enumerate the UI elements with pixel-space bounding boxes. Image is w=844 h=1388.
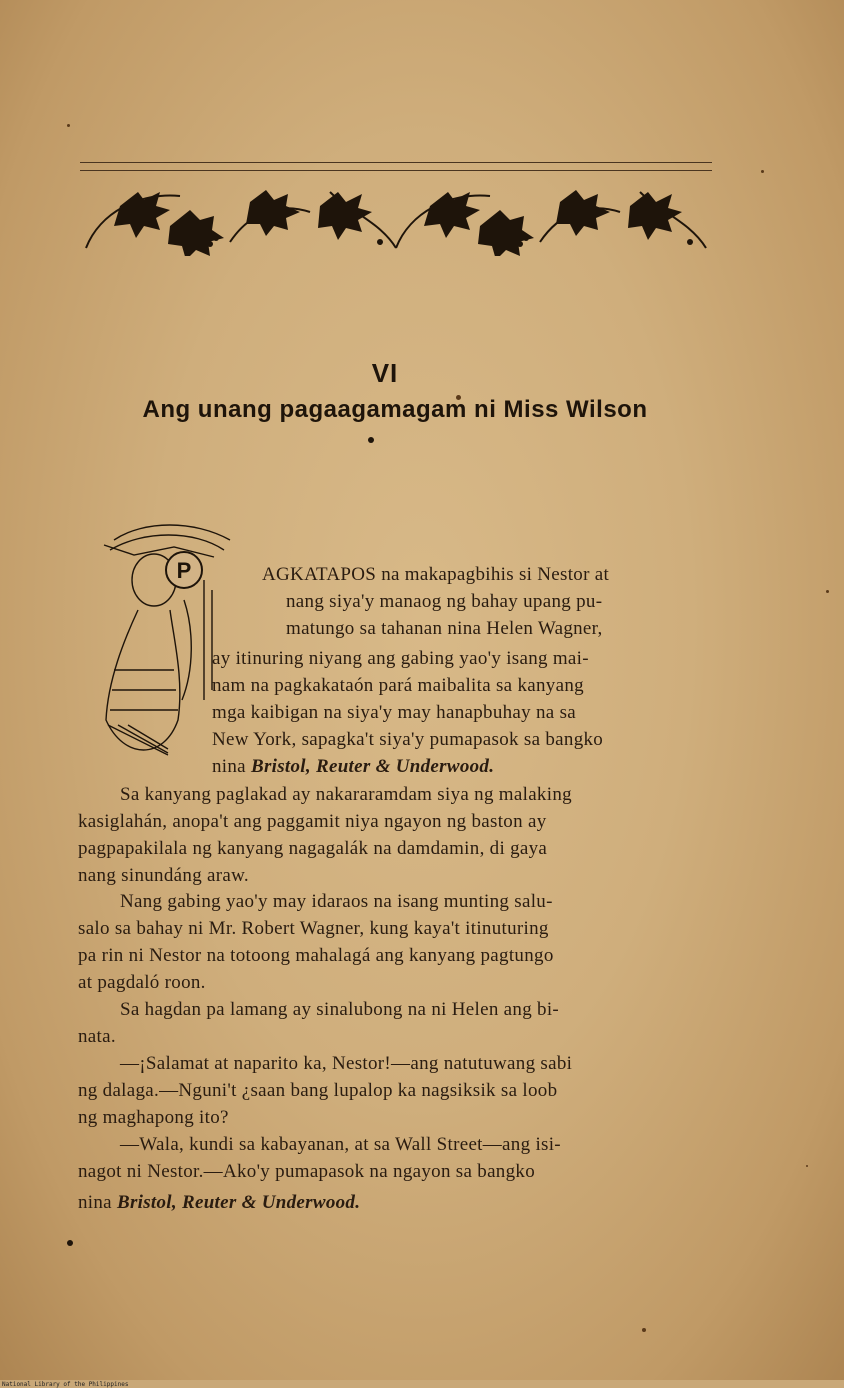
text-line: pagpapakilala ng kanyang nagagalák na damdamin, di gaya [78,838,548,859]
text-line: AGKATAPOS na makapagbihis si Nestor at [262,564,610,585]
chapter-title: Ang unang pagaagamagam ni Miss Wilson [142,396,648,423]
text-line: —Wala, kundi sa kabayanan, at sa Wall Street—ang isi- [120,1134,561,1155]
page-spot [826,590,829,593]
text-line: nagot ni Nestor.—Ako'y pumapasok na ngayon sa bangko [78,1161,536,1182]
text-line [78,1192,360,1214]
text-line: matungo sa tahanan nina Helen Wagner, [286,618,603,639]
page-bullet [67,1240,73,1246]
page-spot [761,170,764,173]
text-line: Sa hagdan pa lamang ay sinalubong na ni Helen ang bi- [120,999,560,1020]
text-line: nang sinundáng araw. [78,865,249,886]
bank-name: Bristol, Reuter & Underwood. [116,1192,361,1213]
text-line-start: nina [78,1192,112,1213]
page-spot [806,1165,808,1167]
text-line: nata. [78,1026,116,1047]
text-line: ng maghapong ito? [78,1107,229,1128]
top-rule [80,162,712,163]
chapter-number: VI [371,358,399,388]
top-rule [80,170,712,171]
text-line: mga kaibigan na siya'y may hanapbuhay na sa [212,702,577,723]
page-spot [642,1328,646,1332]
text-line: kasiglahán, anopa't ang paggamit niya ngayon ng baston ay [78,811,547,832]
bank-name: Bristol, Reuter & Underwood. [250,756,495,777]
text-line: ay itinuring niyang ang gabing yao'y isang mai- [212,648,589,669]
page-spot [67,124,70,127]
text-line: ng dalaga.—Nguni't ¿saan bang lupalop ka nagsiksik sa loob [78,1080,558,1101]
text-line: Nang gabing yao'y may idaraos na isang munting salu- [120,891,553,912]
text-line: New York, sapagka't siya'y pumapasok sa bangko [212,729,604,750]
text-line [212,756,494,778]
dropcap-letter: P [176,558,192,583]
text-line: salo sa bahay ni Mr. Robert Wagner, kung kaya't itinuturing [78,918,549,939]
title-bullet [368,437,374,443]
holly-ornament [80,172,712,256]
text-line-start: nina [212,756,246,777]
text-line: nang siya'y manaog ng bahay upang pu- [286,591,603,612]
text-line: Sa kanyang paglakad ay nakararamdam siya ng malaking [120,784,572,805]
text-line: at pagdaló roon. [78,972,206,993]
text-line: nam na pagkakataón pará maibalita sa kanyang [212,675,584,696]
text-line: pa rin ni Nestor na totoong mahalagá ang kanyang pagtungo [78,945,554,966]
library-credit: National Library of the Philippines [2,1381,129,1388]
text-line: —¡Salamat at naparito ka, Nestor!—ang natutuwang sabi [120,1053,573,1074]
